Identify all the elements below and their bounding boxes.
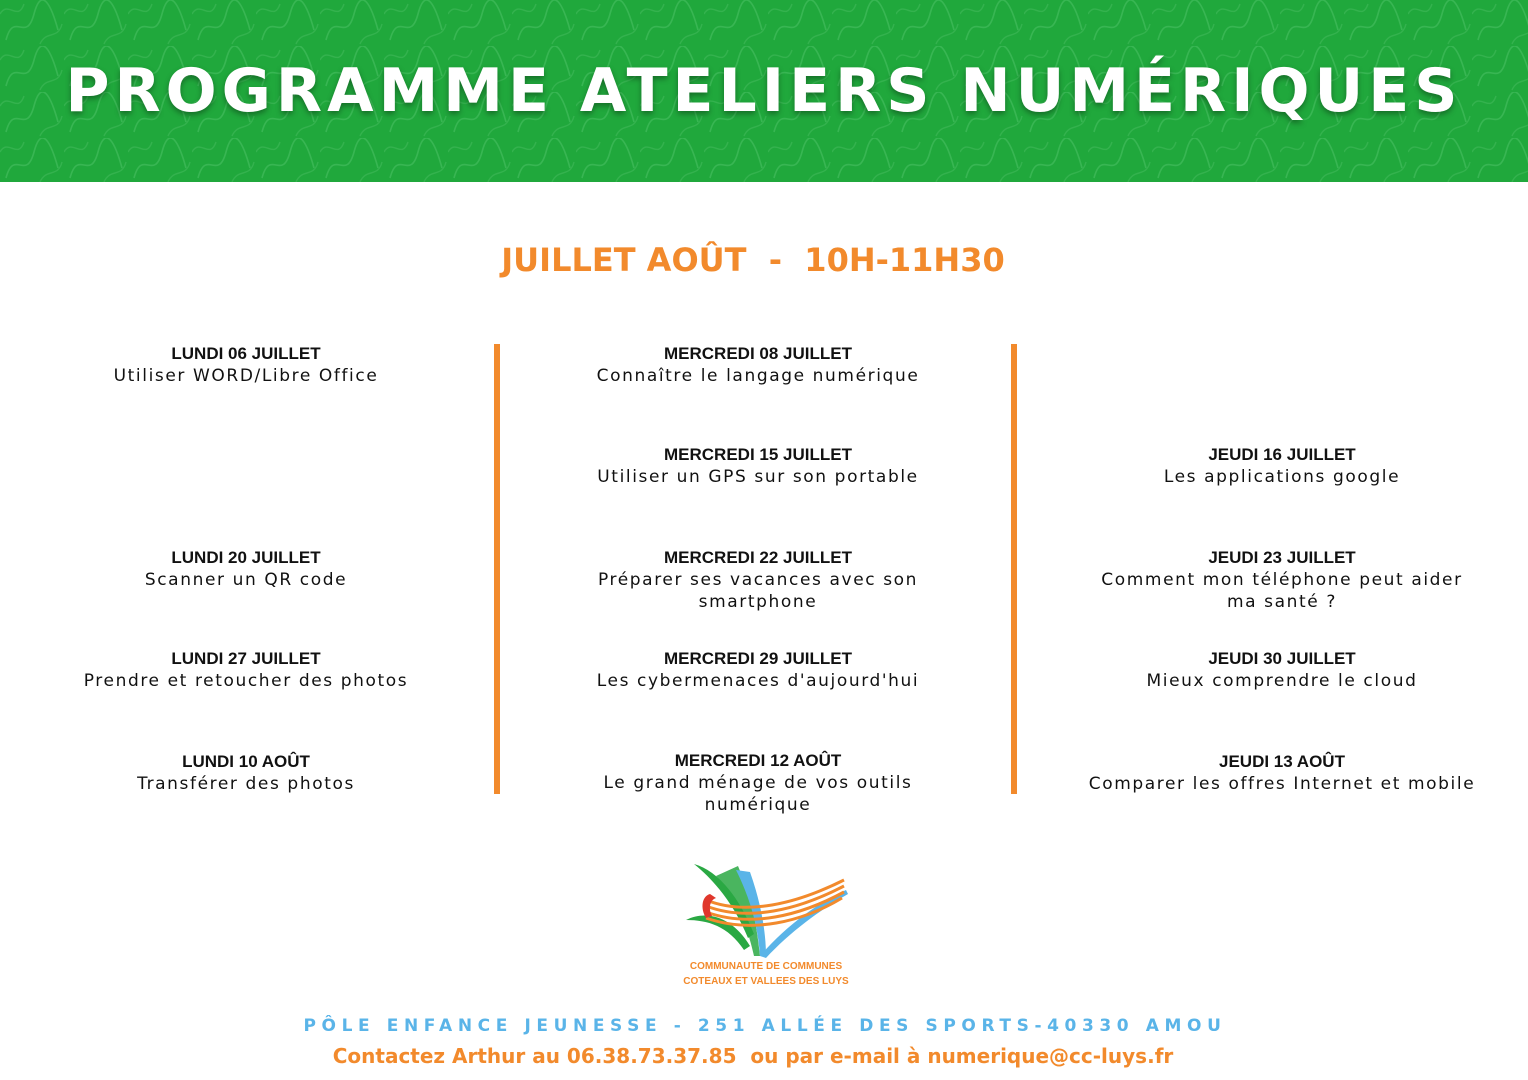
session-jeudi-23-juillet [1062,547,1502,613]
session-day: MERCREDI 08 JUILLET [664,344,852,363]
session-mercredi-22-juillet [558,547,958,613]
session-topic: Le grand ménage de vos outils [603,773,913,793]
session-mercredi-29-juillet [558,648,958,692]
session-jeudi-30-juillet [1062,648,1502,692]
session-lundi-06-juillet [46,343,446,387]
session-day: JEUDI 13 AOÛT [1219,752,1345,771]
session-topic-line2: numérique [704,795,812,815]
session-day: MERCREDI 12 AOÛT [674,751,842,770]
session-topic: Les cybermenaces d'aujourd'hui [596,671,920,691]
session-topic: Scanner un QR code [144,570,348,590]
session-topic: Préparer ses vacances avec son [597,570,919,590]
page-title: PROGRAMME ATELIERS NUMÉRIQUES [65,56,1463,126]
session-mercredi-12-aout [558,750,958,816]
session-topic: Utiliser WORD/Libre Office [113,366,379,386]
session-mercredi-15-juillet [558,444,958,488]
session-topic: Comparer les offres Internet et mobile [1088,774,1476,794]
session-day: JEUDI 23 JUILLET [1208,548,1356,567]
footer-contact: Contactez Arthur au 06.38.73.37.85 ou par e-mail à numerique@cc-luys.fr [332,1044,1174,1068]
session-day: LUNDI 27 JUILLET [171,649,321,668]
logo-text-line2: COTEAUX ET VALLEES DES LUYS [683,976,849,987]
header-banner [0,0,1528,182]
session-jeudi-13-aout [1062,751,1502,795]
session-topic: Connaître le langage numérique [596,366,920,386]
session-day: MERCREDI 15 JUILLET [664,445,852,464]
footer-address: PÔLE ENFANCE JEUNESSE - 251 ALLÉE DES SPORTS-40330 AMOU [303,1016,1227,1036]
session-lundi-20-juillet [46,547,446,591]
session-topic: Mieux comprendre le cloud [1146,671,1418,691]
session-lundi-10-aout [46,751,446,795]
column-divider-2 [1011,344,1017,794]
session-day: LUNDI 20 JUILLET [171,548,321,567]
session-day: LUNDI 06 JUILLET [171,344,321,363]
schedule-subtitle: JUILLET AOÛT - 10H-11H30 [501,241,1005,279]
session-day: JEUDI 16 JUILLET [1208,445,1356,464]
session-day: LUNDI 10 AOÛT [182,752,310,771]
session-mercredi-08-juillet [558,343,958,387]
session-topic: Comment mon téléphone peut aider [1101,570,1463,590]
logo-text-line1: COMMUNAUTE DE COMMUNES [689,961,843,972]
session-jeudi-16-juillet [1062,444,1502,488]
session-topic-line2: ma santé ? [1227,592,1337,612]
session-day: MERCREDI 22 JUILLET [664,548,852,567]
session-day: MERCREDI 29 JUILLET [664,649,852,668]
column-divider-1 [494,344,500,794]
session-topic: Prendre et retoucher des photos [83,671,409,691]
session-topic: Utiliser un GPS sur son portable [597,467,919,487]
session-topic-line2: smartphone [698,592,818,612]
session-topic: Les applications google [1163,467,1401,487]
session-lundi-27-juillet [46,648,446,692]
session-day: JEUDI 30 JUILLET [1208,649,1356,668]
session-topic: Transférer des photos [137,774,355,794]
